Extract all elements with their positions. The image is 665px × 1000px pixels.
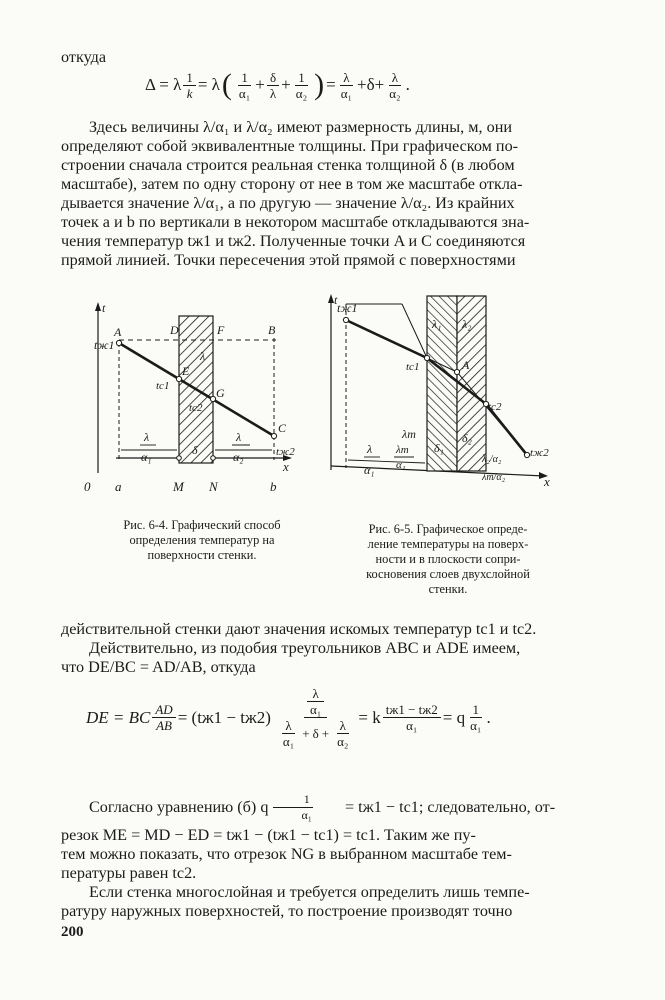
eq1-f1-num: 1 (238, 70, 251, 86)
p3-line-first (61, 792, 605, 823)
fig2-lam-a1-den: α₁ (364, 463, 375, 477)
eq1-f5-den: α₂ (389, 85, 401, 101)
eq2-den-delta: δ (312, 726, 319, 741)
p3-line-part: = tж1 − tc1; следовательно, от- (344, 798, 556, 816)
p3-frac-num: 1 (273, 792, 313, 808)
caption-line: ление температуры на поверх- (367, 537, 529, 551)
fig1-point-N (211, 456, 216, 461)
fig1-point-C (271, 433, 276, 438)
p3-line-part: Согласно уравнению (б) q (89, 798, 269, 816)
eq1-frac-num: 1 (183, 70, 196, 86)
eq1-plus1: + (255, 75, 265, 94)
caption-line: поверхности стенки. (147, 548, 257, 562)
eq1-paren-left: ( (221, 68, 232, 101)
equation-DE (86, 686, 491, 749)
figure-6-4-caption (86, 518, 318, 563)
caption-line: косновения слоев двухслойной (366, 567, 530, 581)
fig1-t-arrow (95, 302, 101, 311)
eq2-den-plus1: + (302, 726, 310, 741)
fig2-label-tzh2: tж2 (530, 447, 549, 459)
eq2-k-num: tж1 − tж2 (383, 702, 441, 718)
fig2-t-label: t (334, 293, 338, 307)
p3-frac-den: α₁ (301, 808, 312, 822)
p1-line: определяют собой эквивалентные толщины. При графическом по- (61, 137, 519, 155)
fig2-l2a2: λ₂/α₂ (482, 454, 502, 465)
eq1-delta: δ (366, 75, 375, 94)
p2-line: Действительно, из подобия треугольников ABC и ADE имеем, (89, 639, 521, 657)
fig2-point-tc1 (424, 355, 429, 360)
fig2-label-l2: λ₂ (462, 317, 472, 331)
fig1-label-lambda: λ (200, 349, 206, 363)
eq1-lhs: Δ = λ (145, 75, 182, 94)
eq2-eqk: = k (358, 707, 381, 727)
fig1-point-G (210, 396, 215, 401)
fig1-point-E (176, 376, 181, 381)
p3-line: тем можно показать, что отрезок NG в выбранном масштабе тем- (61, 845, 512, 863)
p2-line: действительной стенки дают значения искомых температур tc1 и tc2. (61, 620, 537, 638)
p3-line: пературы равен tc2. (61, 864, 197, 882)
caption-line: Рис. 6-5. Графическое опреде- (368, 522, 528, 536)
fig1-label-tzh1: tж1 (94, 338, 115, 352)
fig2-label-tc2: tc2 (488, 401, 502, 413)
fig1-label-O: 0 (84, 479, 91, 494)
paragraph-1 (61, 118, 605, 270)
paragraph-3 (61, 792, 605, 921)
fig1-delta: δ (192, 443, 198, 457)
fig1-t-label: t (102, 301, 106, 315)
fig1-label-tzh2: tж2 (276, 446, 295, 458)
eq1-end: . (405, 75, 410, 94)
caption-line: ности и в плоскости сопри- (375, 552, 521, 566)
fig2-label-lm: λm (402, 427, 416, 441)
eq2-bigfrac-num (304, 686, 327, 718)
eq2-den-f2-num: λ (337, 718, 349, 734)
eq2-q-den: α₁ (470, 718, 482, 733)
p1-line: чения температур tж1 и tж2. Полученные точки A и C соединяются (61, 232, 526, 250)
fig2-point-tzh1 (343, 317, 348, 322)
eq2-den-plus2: + (321, 726, 330, 741)
fig2-lam-a1-num: λ (367, 442, 373, 456)
eq2-k-den: α₁ (406, 718, 418, 733)
fig2-x-label: x (544, 474, 550, 489)
eq2-lhs: DE = BC (86, 707, 151, 727)
eq1-plus2: + (281, 75, 291, 94)
eq1-f5-num: λ (389, 70, 401, 86)
p1-line: дывается значение λ/α₁, а по другую — значение λ/α₂. Из крайних (61, 194, 515, 212)
eq2-frac-AB: AB (156, 718, 172, 733)
eq1-mid: = (326, 75, 336, 94)
p1-line: прямой линией. Точки пересечения этой прямой с поверхностями (61, 251, 516, 269)
eq2-q-num: 1 (470, 702, 483, 718)
caption-line: определения температур на (129, 533, 275, 547)
eq2-eq: = (tж1 − tж2) (177, 707, 271, 727)
caption-line: Рис. 6-4. Графический способ (123, 518, 281, 532)
fig1-lam-a1-den: α₁ (141, 450, 152, 464)
fig1-x-label: x (283, 459, 289, 474)
eq1-frac-den: k (186, 85, 193, 101)
eq1-eq: = λ (197, 75, 220, 94)
fig2-lma2: λm/α₂ (482, 472, 506, 483)
fig2-label-tzh1: tж1 (337, 301, 358, 315)
eq1-f4-num: λ (340, 70, 352, 86)
p1-line: масштабе), затем по одну сторону от нее в том же масштабе откла- (61, 175, 523, 193)
fig2-label-d1: δ₁ (434, 441, 444, 455)
fig1-label-D: D (170, 323, 179, 337)
eq1-f2-num: δ (267, 70, 279, 86)
eq1-f2-den: λ (269, 85, 277, 101)
equation-delta (145, 68, 410, 102)
fig1-label-b: b (270, 479, 277, 494)
page-number: 200 (61, 924, 84, 940)
p1-line: строении сначала строится реальная стенка толщиной δ (в любом (61, 156, 515, 174)
fig1-point-M (177, 456, 182, 461)
fig2-point-tzh2 (524, 452, 529, 457)
fig2-label-tc1: tc1 (406, 361, 420, 373)
p2-line: что DE/BC = AD/AB, откуда (61, 658, 256, 676)
fig1-point-A (116, 340, 121, 345)
fig1-label-G: G (216, 386, 225, 400)
fig1-label-C: C (278, 421, 287, 435)
figure-6-5-caption (330, 522, 566, 597)
eq1-plus4: + (374, 75, 385, 94)
eq2-den-f2-den: α₂ (337, 734, 349, 749)
figure-6-4 (78, 298, 308, 498)
fig1-label-F: F (217, 323, 225, 337)
fig2-top-diag (402, 304, 427, 358)
fig2-dim-left (348, 460, 425, 463)
eq1-paren-right: ) (314, 68, 325, 101)
fig1-lam-a2-num: λ (236, 430, 242, 444)
fig2-point-A (454, 369, 459, 374)
fig1-lam-a2-den: α₂ (233, 450, 244, 464)
figure-6-5 (322, 290, 562, 495)
eq1-f1-den: α₁ (238, 85, 251, 101)
p3-line: резок ME = MD − ED = tж1 − (tж1 − tc1) = tc1. Таким же пу- (61, 826, 476, 844)
fig2-lm-a1-den: α₁ (396, 459, 406, 471)
eq1-f4-den: α₁ (340, 85, 353, 101)
p3-line: Если стенка многослойная и требуется определить лишь темпе- (89, 883, 530, 901)
fig1-label-N: N (209, 479, 218, 494)
p1-line: Здесь величины λ/α₁ и λ/α₂ имеют размерность длины, м, они (89, 118, 513, 136)
eq1-plus3: + (357, 75, 367, 94)
fig1-label-a: a (115, 479, 122, 494)
fig2-label-d2: δ₂ (462, 431, 472, 445)
fig2-lm-a1-num: λm (396, 444, 409, 456)
fig1-label-B: B (268, 323, 276, 337)
eq2-bigfrac-den (275, 718, 357, 749)
header-word: откуда (61, 48, 107, 66)
fig1-label-A: A (114, 325, 122, 339)
eq2-den-f1-den: α₁ (282, 734, 295, 749)
fig1-label-M: M (173, 479, 184, 494)
eq2-end: . (486, 707, 491, 727)
p1-line: точек a и b по вертикали в некотором масштабе откладываются зна- (61, 213, 530, 231)
fig1-lam-a1-num: λ (144, 430, 150, 444)
fig1-label-E: E (182, 364, 190, 378)
fig2-label-l1: λ₁ (432, 317, 442, 331)
paragraph-2 (61, 620, 605, 677)
fig1-label-tc2: tc2 (189, 402, 203, 414)
p3-line: ратуру наружных поверхностей, то построение производят точно (61, 902, 513, 920)
fig1-label-tc1: tc1 (156, 380, 170, 392)
fig2-label-A: A (462, 358, 470, 372)
eq2-num-a1: α₁ (307, 701, 324, 717)
eq2-den-f1-num: λ (282, 718, 294, 734)
eq2-frac-AD: AD (152, 702, 175, 718)
eq2-num-lam: λ (312, 686, 319, 701)
eq1-f3-den: α₂ (295, 85, 308, 101)
caption-line: стенки. (428, 582, 468, 596)
eq2-eqq: = q (442, 707, 466, 727)
eq1-f3-num: 1 (295, 70, 308, 86)
